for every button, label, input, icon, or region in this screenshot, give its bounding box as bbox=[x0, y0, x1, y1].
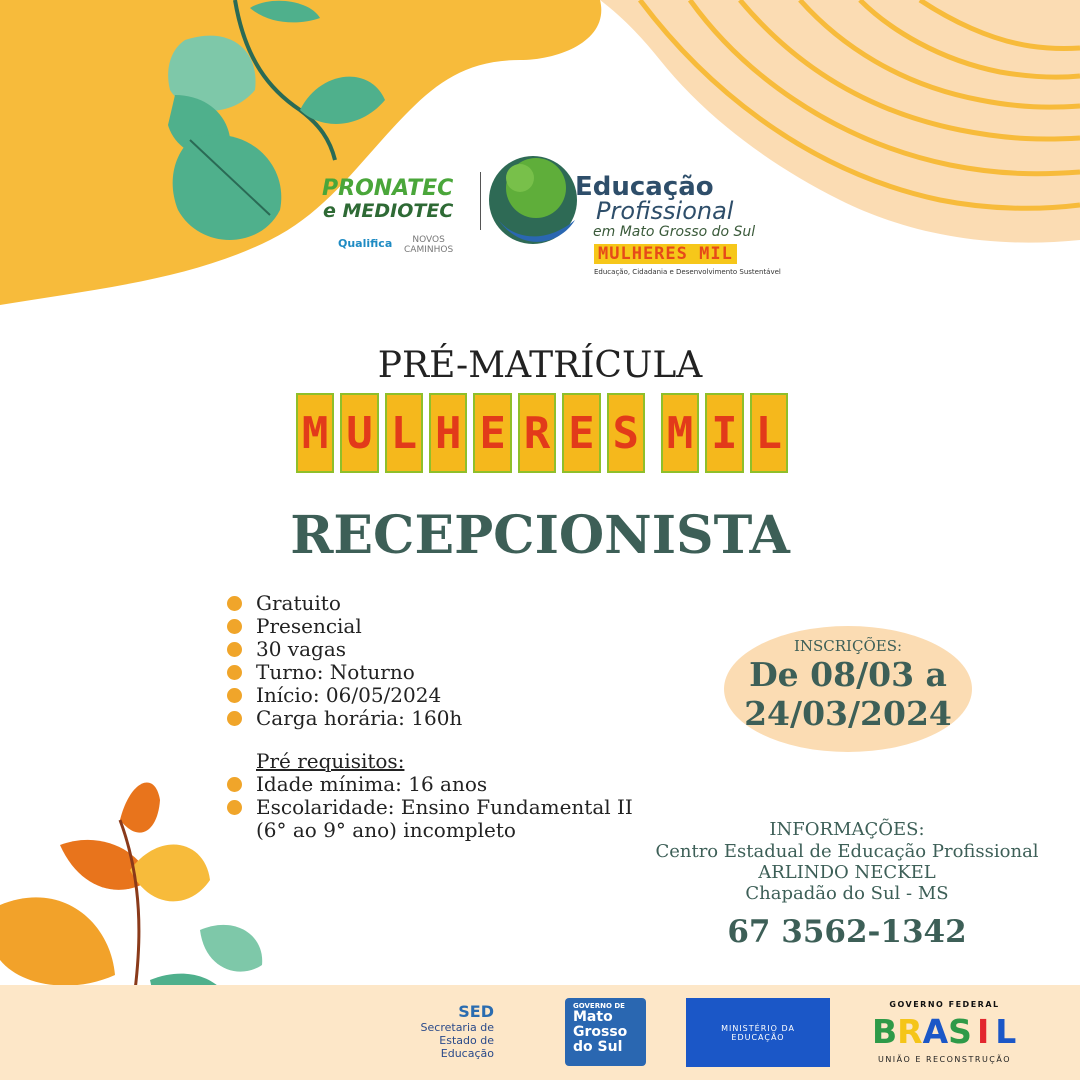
gov-ms-line: Mato bbox=[573, 1009, 613, 1025]
gov-ms-top: GOVERNO DE bbox=[573, 1002, 625, 1010]
mec-text: MINISTÉRIO DA EDUCAÇÃO bbox=[721, 1023, 795, 1042]
list-item-text: Início: 06/05/2024 bbox=[256, 683, 442, 707]
banner-letter: L bbox=[750, 393, 788, 473]
list-item bbox=[227, 661, 633, 684]
banner-letter: I bbox=[705, 393, 743, 473]
list-spacer bbox=[227, 730, 633, 750]
bullet-icon bbox=[227, 800, 242, 815]
bullet-icon bbox=[227, 777, 242, 792]
pronatec-logo bbox=[322, 178, 453, 221]
edu-subtitle: Profissional bbox=[596, 197, 734, 225]
qualifica-logo: Qualifica bbox=[338, 237, 393, 250]
banner-letter: E bbox=[473, 393, 511, 473]
sed-logo: SED bbox=[458, 1002, 494, 1021]
banner-letter: R bbox=[518, 393, 556, 473]
banner-letter: E bbox=[562, 393, 600, 473]
bullet-icon bbox=[227, 688, 242, 703]
mulheres-mil-logo-small: MULHERES MIL bbox=[594, 244, 737, 264]
info-line-2: ARLINDO NECKEL bbox=[758, 862, 936, 883]
sed-sub-line: Secretaria de bbox=[420, 1021, 494, 1034]
bullet-icon bbox=[227, 596, 242, 611]
sed-subtitle bbox=[420, 1021, 494, 1060]
info-line-1: Centro Estadual de Educação Profissional bbox=[655, 841, 1039, 862]
edu-title: Educação bbox=[575, 172, 714, 202]
pronatec-text: PRONATEC bbox=[322, 176, 454, 201]
list-item bbox=[227, 615, 633, 638]
inscricoes-label: INSCRIÇÕES: bbox=[793, 637, 903, 655]
brasil-logo bbox=[872, 1012, 1017, 1052]
banner-letter: S bbox=[607, 393, 645, 473]
brasil-letter: I bbox=[977, 1012, 990, 1051]
uniao-reconstrucao-label: UNIÃO E RECONSTRUÇÃO bbox=[877, 1055, 1012, 1064]
phone-number: 67 3562-1342 bbox=[727, 914, 967, 950]
bullet-icon bbox=[227, 642, 242, 657]
bullet-icon bbox=[227, 665, 242, 680]
list-item-text: Gratuito bbox=[256, 591, 341, 615]
bullet-icon bbox=[227, 619, 242, 634]
yellow-blob bbox=[0, 0, 601, 305]
list-item bbox=[227, 773, 633, 796]
list-item-text: Carga horária: 160h bbox=[256, 706, 463, 730]
sed-sub-line: Educação bbox=[440, 1047, 494, 1060]
list-item bbox=[227, 819, 633, 842]
sed-sub-line: Estado de bbox=[439, 1034, 494, 1047]
course-title: RECEPCIONISTA bbox=[290, 505, 790, 566]
list-item-text: (6° ao 9° ano) incompleto bbox=[256, 818, 516, 842]
requirements-title-row bbox=[227, 750, 633, 773]
inscricoes-date-end: 24/03/2024 bbox=[744, 694, 952, 733]
list-item-text: Turno: Noturno bbox=[256, 660, 415, 684]
ministerio-educacao-logo bbox=[686, 998, 830, 1067]
list-item bbox=[227, 684, 633, 707]
list-item bbox=[227, 638, 633, 661]
novos-text: NOVOS bbox=[412, 235, 445, 245]
brasil-letter: A bbox=[922, 1012, 949, 1051]
bullet-icon bbox=[227, 711, 242, 726]
banner-letter: U bbox=[340, 393, 378, 473]
governo-federal-label: GOVERNO FEDERAL bbox=[889, 1000, 1000, 1009]
list-item-text: Idade mínima: 16 anos bbox=[256, 772, 488, 796]
pre-matricula-title: PRÉ-MATRÍCULA bbox=[377, 345, 703, 386]
mediotec-text: e MEDIOTEC bbox=[323, 200, 454, 222]
banner-letter: M bbox=[661, 393, 699, 473]
requirements-title: Pré requisitos: bbox=[256, 749, 405, 773]
list-item-text: Escolaridade: Ensino Fundamental II bbox=[256, 795, 633, 819]
edu-region: em Mato Grosso do Sul bbox=[593, 224, 756, 240]
brasil-letter: B bbox=[872, 1012, 898, 1051]
logo-divider bbox=[480, 172, 481, 230]
brasil-letter: R bbox=[897, 1012, 923, 1051]
gov-ms-line: Grosso bbox=[573, 1024, 628, 1040]
governo-ms-logo bbox=[565, 998, 646, 1066]
list-item-text: Presencial bbox=[256, 614, 362, 638]
mulheres-mil-tagline: Educação, Cidadania e Desenvolvimento Sustentável bbox=[594, 268, 781, 276]
banner-letter: H bbox=[429, 393, 467, 473]
education-logo-emblem bbox=[489, 156, 577, 244]
novos-caminhos-logo bbox=[404, 236, 453, 256]
caminhos-text: CAMINHOS bbox=[404, 244, 454, 255]
course-details-list bbox=[227, 592, 633, 842]
inscricoes-date-start: De 08/03 a bbox=[749, 655, 947, 694]
list-item bbox=[227, 707, 633, 730]
banner-letter: L bbox=[385, 393, 423, 473]
mulheres-mil-banner bbox=[296, 393, 788, 473]
brasil-letter: S bbox=[948, 1012, 972, 1051]
list-item-text: 30 vagas bbox=[256, 637, 347, 661]
banner-letter: M bbox=[296, 393, 334, 473]
list-item bbox=[227, 796, 633, 819]
brasil-letter: L bbox=[995, 1012, 1017, 1051]
list-item bbox=[227, 592, 633, 615]
info-line-3: Chapadão do Sul - MS bbox=[745, 883, 949, 904]
gov-ms-line: do Sul bbox=[573, 1039, 623, 1055]
info-title: INFORMAÇÕES: bbox=[769, 819, 925, 840]
